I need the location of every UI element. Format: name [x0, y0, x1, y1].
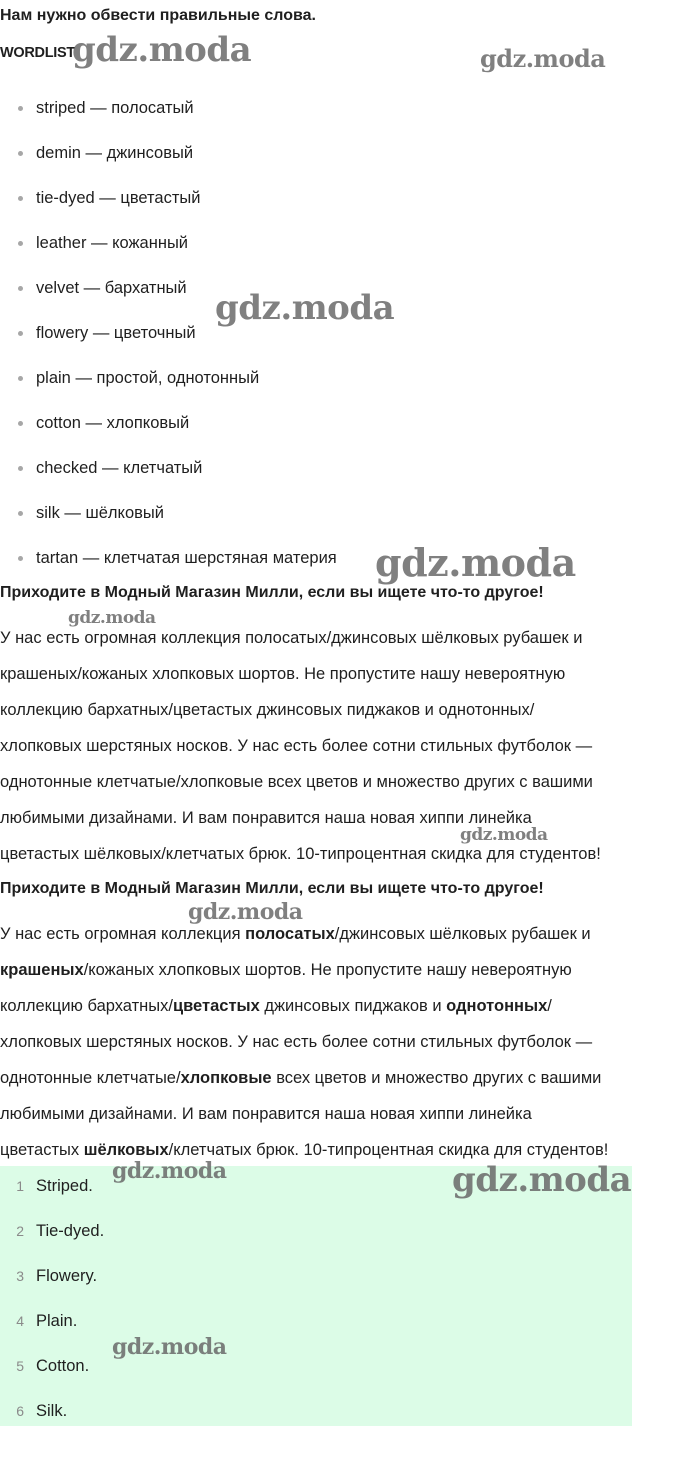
answer-paragraph: [0, 916, 680, 1168]
paragraph-line: любимыми дизайнами. И вам понравится наша новая хиппи линейка: [0, 809, 532, 827]
answer-line: хлопковых шерстяных носков. У нас есть более сотни стильных футболок —: [0, 1033, 593, 1051]
answer-line: коллекцию бархатных/цветастых джинсовых пиджаков и однотонных/: [0, 997, 552, 1015]
wordlist-item: striped — полосатый: [0, 96, 337, 141]
wordlist-item: cotton — хлопковый: [0, 411, 337, 456]
answer-item: [0, 1219, 104, 1264]
circled-word: крашеных: [0, 961, 84, 979]
watermark: gdz.moda: [215, 288, 395, 328]
paragraph-line: У нас есть огромная коллекция полосатых/джинсовых шёлковых рубашек и: [0, 629, 583, 647]
answer-box: [0, 1166, 632, 1426]
answer-number: 4: [16, 1313, 24, 1329]
answer-item: [0, 1354, 104, 1399]
wordlist-item: velvet — бархатный: [0, 276, 337, 321]
answer-text: Silk.: [36, 1402, 68, 1420]
wordlist-item: tartan — клетчатая шерстяная материя: [0, 546, 337, 591]
answer-number: 1: [16, 1178, 24, 1194]
answer-number: 5: [16, 1358, 24, 1374]
answer-item: [0, 1174, 104, 1219]
answer-text: Tie-dyed.: [36, 1222, 105, 1240]
wordlist-item: checked — клетчатый: [0, 456, 337, 501]
watermark: gdz.moda: [72, 30, 252, 70]
task-heading: Приходите в Модный Магазин Милли, если вы ищете что-то другое!: [0, 584, 544, 601]
circled-word: полосатых: [245, 925, 335, 943]
watermark: gdz.moda: [112, 1334, 227, 1360]
answer-number: 3: [16, 1268, 24, 1284]
wordlist-title: WORDLIST: [0, 45, 75, 61]
wordlist-item: leather — кожанный: [0, 231, 337, 276]
circled-word: хлопковые: [180, 1069, 272, 1087]
answer-item: [0, 1399, 104, 1444]
answer-line: любимыми дизайнами. И вам понравится наша новая хиппи линейка: [0, 1105, 532, 1123]
paragraph-line: хлопковых шерстяных носков. У нас есть более сотни стильных футболок —: [0, 737, 593, 755]
answer-item: [0, 1309, 104, 1354]
watermark: gdz.moda: [375, 540, 576, 585]
wordlist-item: silk — шёлковый: [0, 501, 337, 546]
answer-line: крашеных/кожаных хлопковых шортов. Не пропустите нашу невероятную: [0, 961, 572, 979]
answer-number: 6: [16, 1403, 24, 1419]
watermark: gdz.moda: [452, 1160, 632, 1200]
paragraph-line: крашеных/кожаных хлопковых шортов. Не пропустите нашу невероятную: [0, 665, 566, 683]
wordlist-item: demin — джинсовый: [0, 141, 337, 186]
circled-word: шёлковых: [83, 1141, 169, 1159]
answer-text: Flowery.: [36, 1267, 98, 1285]
answer-line: однотонные клетчатые/хлопковые всех цветов и множество других с вашими: [0, 1069, 602, 1087]
paragraph-line: цветастых шёлковых/клетчатых брюк. 10-типроцентная скидка для студентов!: [0, 845, 601, 863]
answer-line: цветастых шёлковых/клетчатых брюк. 10-типроцентная скидка для студентов!: [0, 1141, 609, 1159]
paragraph-line: коллекцию бархатных/цветастых джинсовых пиджаков и однотонных/: [0, 701, 535, 719]
watermark: gdz.moda: [480, 44, 606, 73]
watermark: gdz.moda: [188, 899, 303, 925]
paragraph-line: однотонные клетчатые/хлопковые всех цветов и множество других с вашими: [0, 773, 593, 791]
watermark: gdz.moda: [68, 608, 156, 628]
answer-line: У нас есть огромная коллекция полосатых/джинсовых шёлковых рубашек и: [0, 925, 591, 943]
wordlist-item: tie-dyed — цветастый: [0, 186, 337, 231]
wordlist: [0, 96, 337, 591]
answer-list: [0, 1174, 104, 1444]
wordlist-item: flowery — цветочный: [0, 321, 337, 366]
watermark: gdz.moda: [112, 1158, 227, 1184]
task-paragraph: [0, 620, 680, 872]
wordlist-item: plain — простой, однотонный: [0, 366, 337, 411]
answer-text: Cotton.: [36, 1357, 90, 1375]
answer-text: Striped.: [36, 1177, 93, 1195]
circled-word: цветастых: [172, 997, 260, 1015]
circled-word: однотонных: [446, 997, 548, 1015]
intro-text: Нам нужно обвести правильные слова.: [0, 7, 316, 24]
answer-heading: Приходите в Модный Магазин Милли, если вы ищете что-то другое!: [0, 880, 544, 897]
answer-number: 2: [16, 1223, 24, 1239]
watermark: gdz.moda: [460, 825, 548, 845]
answer-item: [0, 1264, 104, 1309]
answer-text: Plain.: [36, 1312, 78, 1330]
